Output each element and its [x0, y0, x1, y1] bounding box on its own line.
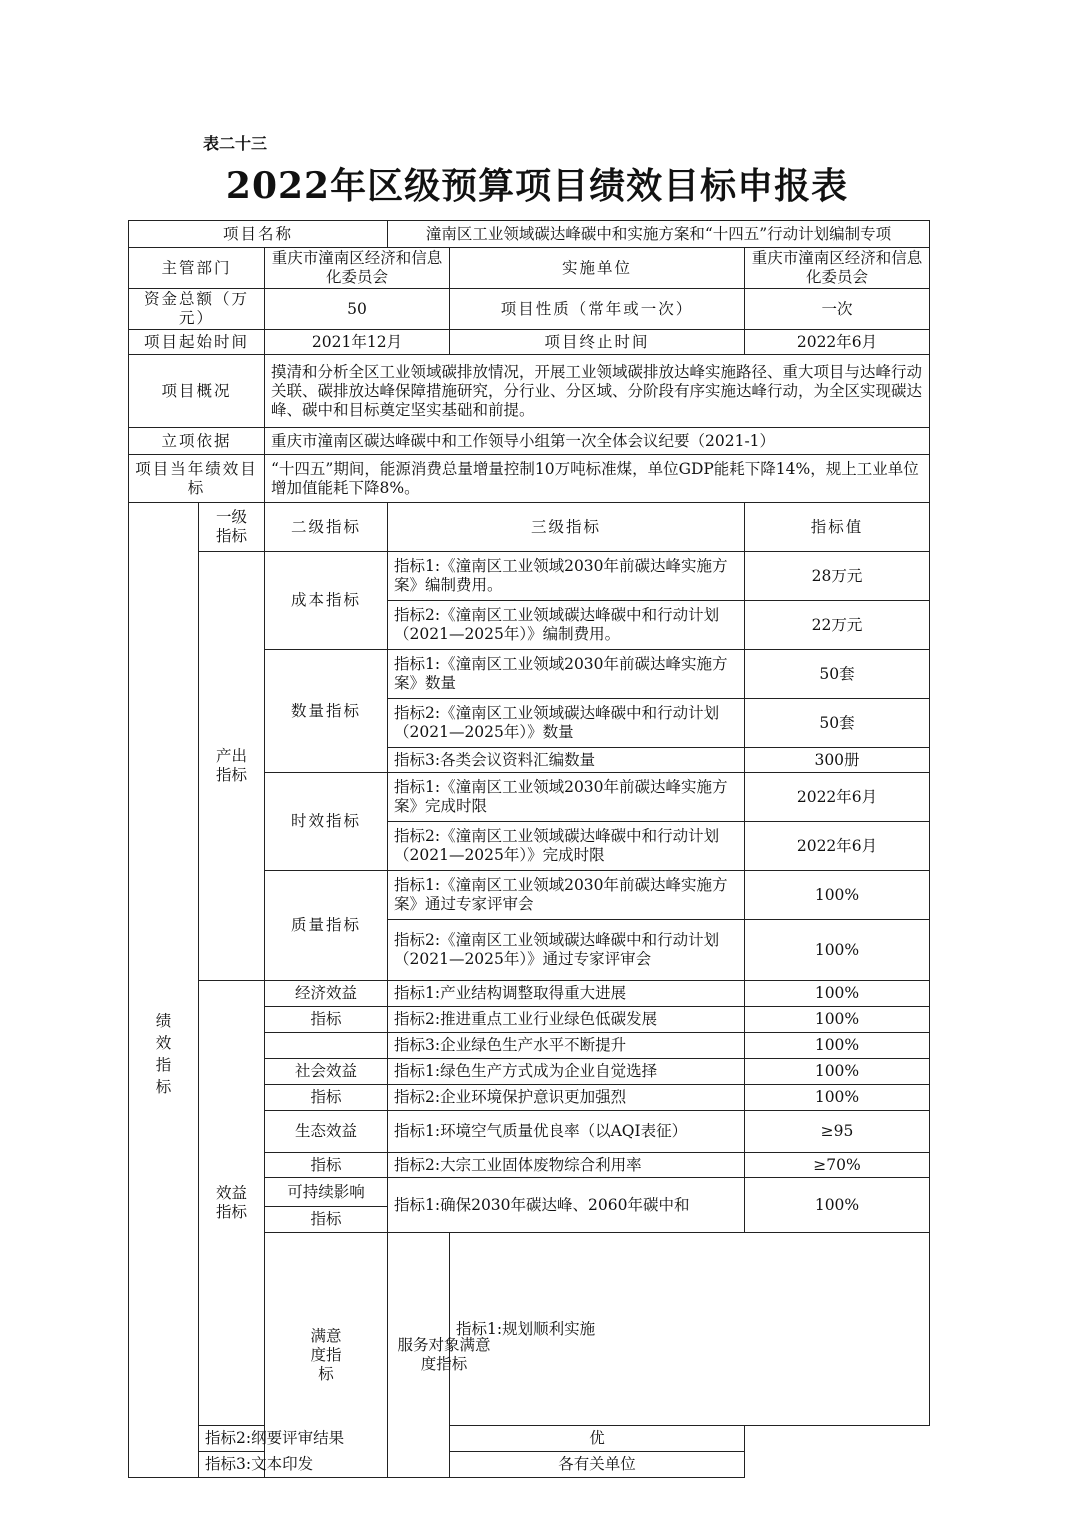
start-time-label: 项目起始时间 — [129, 330, 265, 355]
sustainable-indicator-1-value: 100% — [745, 1178, 930, 1233]
row-annual-goal — [129, 455, 930, 503]
quality-indicators-label: 质量指标 — [265, 871, 388, 981]
economic-indicator-1: 指标1:产业结构调整取得重大进展 — [388, 981, 745, 1007]
table-row — [129, 981, 930, 1007]
sustainable-impact-label-cont: 指标 — [265, 1207, 388, 1233]
fund-total-value: 50 — [265, 289, 450, 330]
project-name-label: 项目名称 — [129, 221, 388, 248]
timeliness-indicator-1-value: 2022年6月 — [745, 773, 930, 822]
implementing-unit-label: 实施单位 — [450, 248, 745, 289]
quality-indicator-2-value: 100% — [745, 920, 930, 981]
sustainable-indicator-1: 指标1:确保2030年碳达峰、2060年碳中和 — [388, 1178, 745, 1233]
timeliness-indicators-label: 时效指标 — [265, 773, 388, 871]
satisfaction-indicator-1: 指标1:规划顺利实施 — [450, 1233, 930, 1426]
row-fund — [129, 289, 930, 330]
row-department — [129, 248, 930, 289]
social-benefit-label-cont: 指标 — [265, 1085, 388, 1111]
quantity-indicator-2-value: 50套 — [745, 699, 930, 748]
project-nature-value: 一次 — [745, 289, 930, 330]
satisfaction-indicator-2-value: 优 — [450, 1426, 745, 1452]
timeliness-indicator-2-value: 2022年6月 — [745, 822, 930, 871]
cost-indicator-2-value: 22万元 — [745, 601, 930, 650]
economic-benefit-label: 经济效益 — [265, 981, 388, 1007]
ecological-indicator-2: 指标2:大宗工业固体废物综合利用率 — [388, 1153, 745, 1178]
ecological-benefit-label-cont: 指标 — [265, 1153, 388, 1178]
end-time-value: 2022年6月 — [745, 330, 930, 355]
implementing-unit-value: 重庆市潼南区经济和信息化委员会 — [745, 248, 930, 289]
quantity-indicators-label: 数量指标 — [265, 650, 388, 773]
social-indicator-2-value: 100% — [745, 1085, 930, 1111]
level2-header: 二级指标 — [265, 503, 388, 552]
document-title: 2022年区级预算项目绩效目标申报表 — [225, 165, 849, 207]
social-indicator-1: 指标1:绿色生产方式成为企业自觉选择 — [388, 1059, 745, 1085]
benefit-indicators-label: 效益指标 — [199, 981, 265, 1426]
timeliness-indicator-2: 指标2:《潼南区工业领域碳达峰碳中和行动计划（2021—2025年）》完成时限 — [388, 822, 745, 871]
table-row — [129, 1452, 930, 1478]
table-row — [129, 1426, 930, 1452]
row-basis — [129, 428, 930, 455]
row-period — [129, 330, 930, 355]
project-name-value: 潼南区工业领域碳达峰碳中和实施方案和“十四五”行动计划编制专项 — [388, 221, 930, 248]
overview-value: 摸清和分析全区工业领域碳排放情况，开展工业领域碳排放达峰实施路径、重大项目与达峰行动关联、碳排放达峰保障措施研究，分行业、分区域、分阶段有序实施达峰行动，为全区实现碳达峰、碳中和目标奠定坚实基础和前提。 — [265, 355, 930, 428]
department-value: 重庆市潼南区经济和信息化委员会 — [265, 248, 450, 289]
level1-header: 一级指标 — [199, 503, 265, 552]
economic-indicator-2: 指标2:推进重点工业行业绿色低碳发展 — [388, 1007, 745, 1033]
row-project-name — [129, 221, 930, 248]
fund-total-label: 资金总额（万元） — [129, 289, 265, 330]
ecological-indicator-1-value: ≥95 — [745, 1111, 930, 1153]
social-indicator-2: 指标2:企业环境保护意识更加强烈 — [388, 1085, 745, 1111]
quantity-indicator-3: 指标3:各类会议资料汇编数量 — [388, 748, 745, 773]
economic-indicator-3: 指标3:企业绿色生产水平不断提升 — [388, 1033, 745, 1059]
economic-indicator-1-value: 100% — [745, 981, 930, 1007]
service-satisfaction-label: 服务对象满意度指标 — [388, 1233, 450, 1478]
table-row — [129, 552, 930, 601]
quantity-indicator-3-value: 300册 — [745, 748, 930, 773]
quality-indicator-2: 指标2:《潼南区工业领域碳达峰碳中和行动计划（2021—2025年）》通过专家评审会 — [388, 920, 745, 981]
sustainable-impact-label: 可持续影响 — [265, 1178, 388, 1207]
performance-indicators-label: 绩效指标 — [129, 503, 199, 1478]
social-benefit-label: 社会效益 — [265, 1059, 388, 1085]
cost-indicator-2: 指标2:《潼南区工业领域碳达峰碳中和行动计划（2021—2025年）》编制费用。 — [388, 601, 745, 650]
output-indicators-label: 产出指标 — [199, 552, 265, 981]
basis-value: 重庆市潼南区碳达峰碳中和工作领导小组第一次全体会议纪要（2021-1） — [265, 428, 930, 455]
overview-label: 项目概况 — [129, 355, 265, 428]
department-label: 主管部门 — [129, 248, 265, 289]
performance-target-table — [128, 220, 930, 1478]
ecological-indicator-1: 指标1:环境空气质量优良率（以AQI表征） — [388, 1111, 745, 1153]
annual-goal-value: “十四五”期间，能源消费总量增量控制10万吨标准煤，单位GDP能耗下降14%，规上工业单位增加值能耗下降8%。 — [265, 455, 930, 503]
start-time-value: 2021年12月 — [265, 330, 450, 355]
quality-indicator-1-value: 100% — [745, 871, 930, 920]
project-nature-label: 项目性质（常年或一次） — [450, 289, 745, 330]
satisfaction-indicator-3: 指标3:文本印发 — [199, 1452, 388, 1478]
level3-header: 三级指标 — [388, 503, 745, 552]
quantity-indicator-2: 指标2:《潼南区工业领域碳达峰碳中和行动计划（2021—2025年）》数量 — [388, 699, 745, 748]
cost-indicators-label: 成本指标 — [265, 552, 388, 650]
social-indicator-1-value: 100% — [745, 1059, 930, 1085]
quantity-indicator-1-value: 50套 — [745, 650, 930, 699]
satisfaction-indicator-2: 指标2:纲要评审结果 — [199, 1426, 388, 1452]
row-overview — [129, 355, 930, 428]
end-time-label: 项目终止时间 — [450, 330, 745, 355]
satisfaction-indicator-3-value: 各有关单位 — [450, 1452, 745, 1478]
quantity-indicator-1: 指标1:《潼南区工业领域2030年前碳达峰实施方案》数量 — [388, 650, 745, 699]
satisfaction-indicators-label: 满意度指标 — [265, 1233, 388, 1478]
ecological-benefit-label: 生态效益 — [265, 1111, 388, 1153]
economic-indicator-2-value: 100% — [745, 1007, 930, 1033]
row-indicator-header — [129, 503, 930, 552]
quality-indicator-1: 指标1:《潼南区工业领域2030年前碳达峰实施方案》通过专家评审会 — [388, 871, 745, 920]
basis-label: 立项依据 — [129, 428, 265, 455]
timeliness-indicator-1: 指标1:《潼南区工业领域2030年前碳达峰实施方案》完成时限 — [388, 773, 745, 822]
ecological-indicator-2-value: ≥70% — [745, 1153, 930, 1178]
economic-indicator-3-value: 100% — [745, 1033, 930, 1059]
economic-benefit-label-cont: 指标 — [265, 1007, 388, 1033]
value-header: 指标值 — [745, 503, 930, 552]
annual-goal-label: 项目当年绩效目标 — [129, 455, 265, 503]
table-number: 表二十三 — [203, 134, 268, 153]
economic-benefit-empty — [265, 1033, 388, 1059]
cost-indicator-1: 指标1:《潼南区工业领域2030年前碳达峰实施方案》编制费用。 — [388, 552, 745, 601]
cost-indicator-1-value: 28万元 — [745, 552, 930, 601]
